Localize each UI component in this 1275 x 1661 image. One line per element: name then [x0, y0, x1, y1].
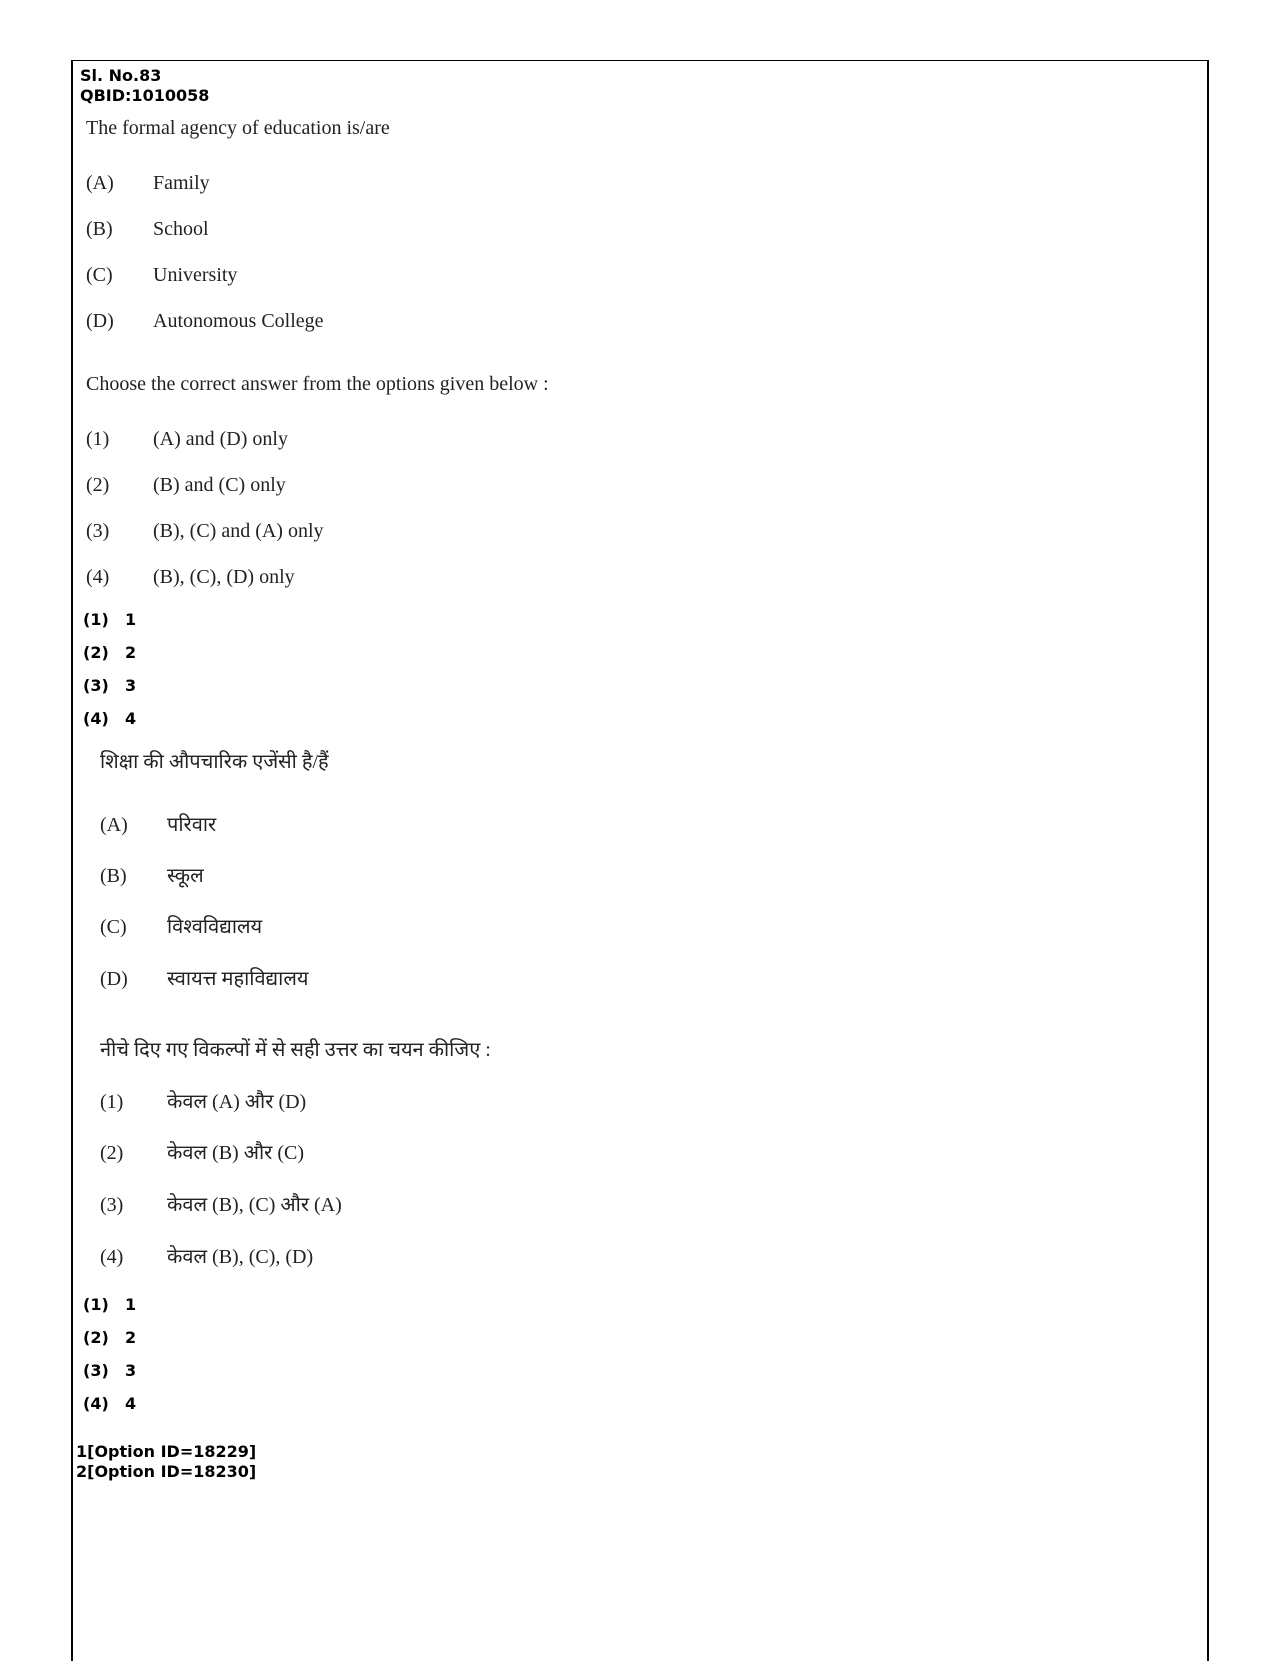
answer-option-label: (4) — [83, 1394, 109, 1413]
choice-label: (3) — [86, 520, 110, 542]
item-text: स्वायत्त महाविद्यालय — [167, 968, 309, 990]
answer-option-value: 4 — [125, 1394, 137, 1413]
answer-option-label: (3) — [83, 676, 109, 695]
item-text: University — [153, 264, 238, 286]
answer-option-value: 2 — [125, 1328, 137, 1347]
item-text: परिवार — [167, 814, 217, 836]
item-label: (A) — [86, 172, 114, 194]
choice-text: (A) and (D) only — [153, 428, 288, 450]
choice-text: केवल (B), (C), (D) — [167, 1246, 314, 1268]
answer-option-value: 1 — [125, 610, 137, 629]
item-label: (B) — [100, 865, 127, 887]
item-text: Autonomous College — [153, 310, 324, 332]
item-text: विश्वविद्यालय — [167, 916, 263, 938]
choice-label: (3) — [100, 1194, 124, 1216]
item-label: (D) — [86, 310, 114, 332]
answer-option-value: 2 — [125, 643, 137, 662]
answer-option-value: 3 — [125, 676, 137, 695]
choice-text: (B) and (C) only — [153, 474, 286, 496]
choice-label: (1) — [86, 428, 110, 450]
choice-label: (2) — [100, 1142, 124, 1164]
choice-label: (2) — [86, 474, 110, 496]
item-label: (D) — [100, 968, 128, 990]
answer-option-label: (1) — [83, 1295, 109, 1314]
choice-text: केवल (A) और (D) — [167, 1091, 307, 1113]
question-frame — [71, 60, 1209, 1661]
choice-text: (B), (C), (D) only — [153, 566, 295, 588]
serial-number: Sl. No.83 — [80, 66, 162, 85]
choice-label: (4) — [86, 566, 110, 588]
item-label: (C) — [86, 264, 113, 286]
option-id: 1[Option ID=18229] — [76, 1442, 257, 1461]
item-label: (A) — [100, 814, 128, 836]
choice-text: (B), (C) and (A) only — [153, 520, 324, 542]
instruction-en: Choose the correct answer from the options given below : — [86, 373, 549, 395]
answer-option-value: 1 — [125, 1295, 137, 1314]
answer-option-label: (4) — [83, 709, 109, 728]
choice-text: केवल (B) और (C) — [167, 1142, 305, 1164]
answer-option-label: (1) — [83, 610, 109, 629]
question-id: QBID:1010058 — [80, 86, 210, 105]
item-label: (B) — [86, 218, 113, 240]
item-text: School — [153, 218, 209, 240]
item-text: Family — [153, 172, 210, 194]
answer-option-label: (2) — [83, 643, 109, 662]
answer-option-label: (3) — [83, 1361, 109, 1380]
answer-option-value: 4 — [125, 709, 137, 728]
answer-option-value: 3 — [125, 1361, 137, 1380]
instruction-hi: नीचे दिए गए विकल्पों में से सही उत्तर का चयन कीजिए : — [100, 1039, 491, 1061]
option-id: 2[Option ID=18230] — [76, 1462, 257, 1481]
choice-label: (1) — [100, 1091, 124, 1113]
question-text-en: The formal agency of education is/are — [86, 117, 390, 139]
answer-option-label: (2) — [83, 1328, 109, 1347]
item-label: (C) — [100, 916, 127, 938]
item-text: स्कूल — [167, 865, 204, 887]
choice-label: (4) — [100, 1246, 124, 1268]
choice-text: केवल (B), (C) और (A) — [167, 1194, 342, 1216]
question-text-hi: शिक्षा की औपचारिक एजेंसी है/हैं — [100, 751, 329, 773]
